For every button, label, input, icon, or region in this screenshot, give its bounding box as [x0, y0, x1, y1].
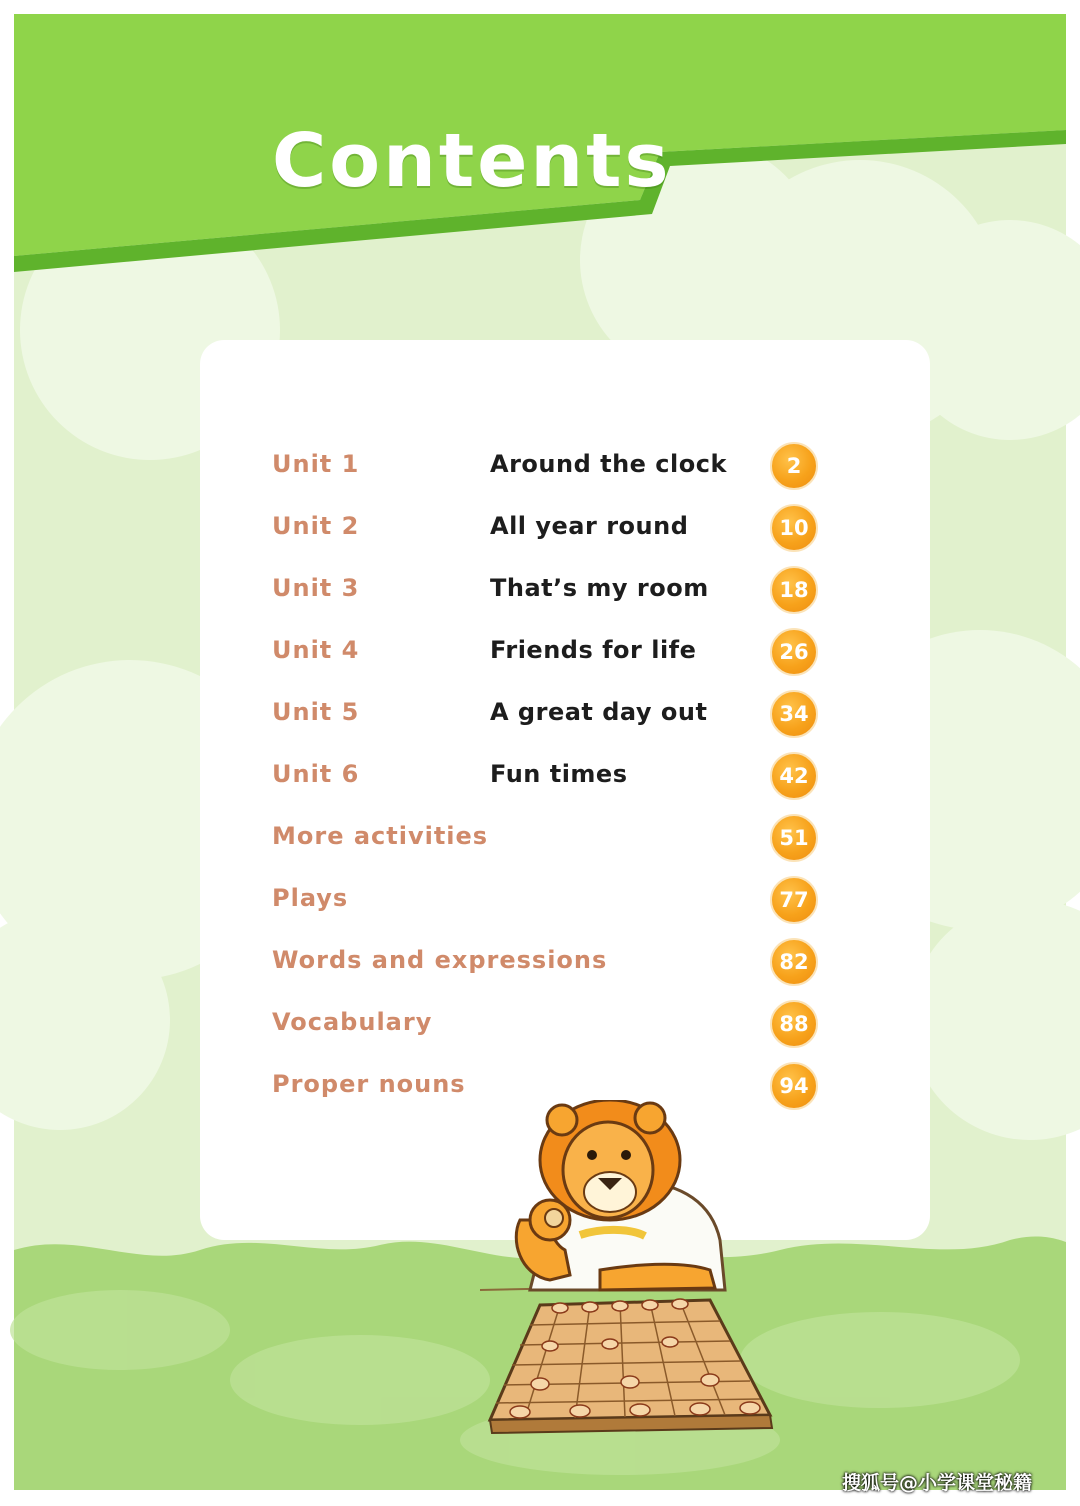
chess-piece-held: [545, 1209, 563, 1227]
lion-eye-right: [621, 1150, 631, 1160]
lion-ear-left: [547, 1105, 577, 1135]
page-number-badge: 82: [770, 938, 818, 986]
page-number-badge: 2: [770, 442, 818, 490]
unit-title: All year round: [490, 512, 689, 540]
toc-row-unit-6[interactable]: [272, 750, 832, 806]
section-label: Proper nouns: [272, 1070, 466, 1098]
page-number-badge: 51: [770, 814, 818, 862]
page-number-badge: 42: [770, 752, 818, 800]
unit-title: Fun times: [490, 760, 628, 788]
unit-label: Unit 5: [272, 698, 360, 726]
lion-arm-right: [600, 1264, 715, 1290]
unit-title: Friends for life: [490, 636, 697, 664]
unit-title: Around the clock: [490, 450, 727, 478]
page-number-badge: 77: [770, 876, 818, 924]
toc-row-unit-5[interactable]: [272, 688, 832, 744]
page-number-badge: 18: [770, 566, 818, 614]
toc-row-more-activities[interactable]: [272, 812, 832, 868]
page-number-badge: 26: [770, 628, 818, 676]
section-label: Words and expressions: [272, 946, 608, 974]
lion-ear-right: [635, 1103, 665, 1133]
page-number-badge: 34: [770, 690, 818, 738]
toc-row-plays[interactable]: [272, 874, 832, 930]
toc-row-unit-1[interactable]: [272, 440, 832, 496]
lion-chess-illustration: [480, 1100, 800, 1440]
unit-label: Unit 2: [272, 512, 360, 540]
watermark: 搜狐号@小学课堂秘籍: [842, 1472, 1033, 1494]
page-number-badge: 88: [770, 1000, 818, 1048]
lion-eye-left: [587, 1150, 597, 1160]
toc-row-unit-3[interactable]: [272, 564, 832, 620]
section-label: More activities: [272, 822, 489, 850]
unit-title: That’s my room: [490, 574, 709, 602]
toc-row-vocabulary[interactable]: [272, 998, 832, 1054]
toc-row-unit-2[interactable]: [272, 502, 832, 558]
unit-title: A great day out: [490, 698, 708, 726]
page-title: Contents: [272, 118, 672, 204]
toc-row-words-and-expressions[interactable]: [272, 936, 832, 992]
unit-label: Unit 1: [272, 450, 360, 478]
unit-label: Unit 4: [272, 636, 360, 664]
page-number-badge: 94: [770, 1062, 818, 1110]
section-label: Vocabulary: [272, 1008, 433, 1036]
unit-label: Unit 3: [272, 574, 360, 602]
section-label: Plays: [272, 884, 349, 912]
page-number-badge: 10: [770, 504, 818, 552]
toc-row-unit-4[interactable]: [272, 626, 832, 682]
unit-label: Unit 6: [272, 760, 360, 788]
